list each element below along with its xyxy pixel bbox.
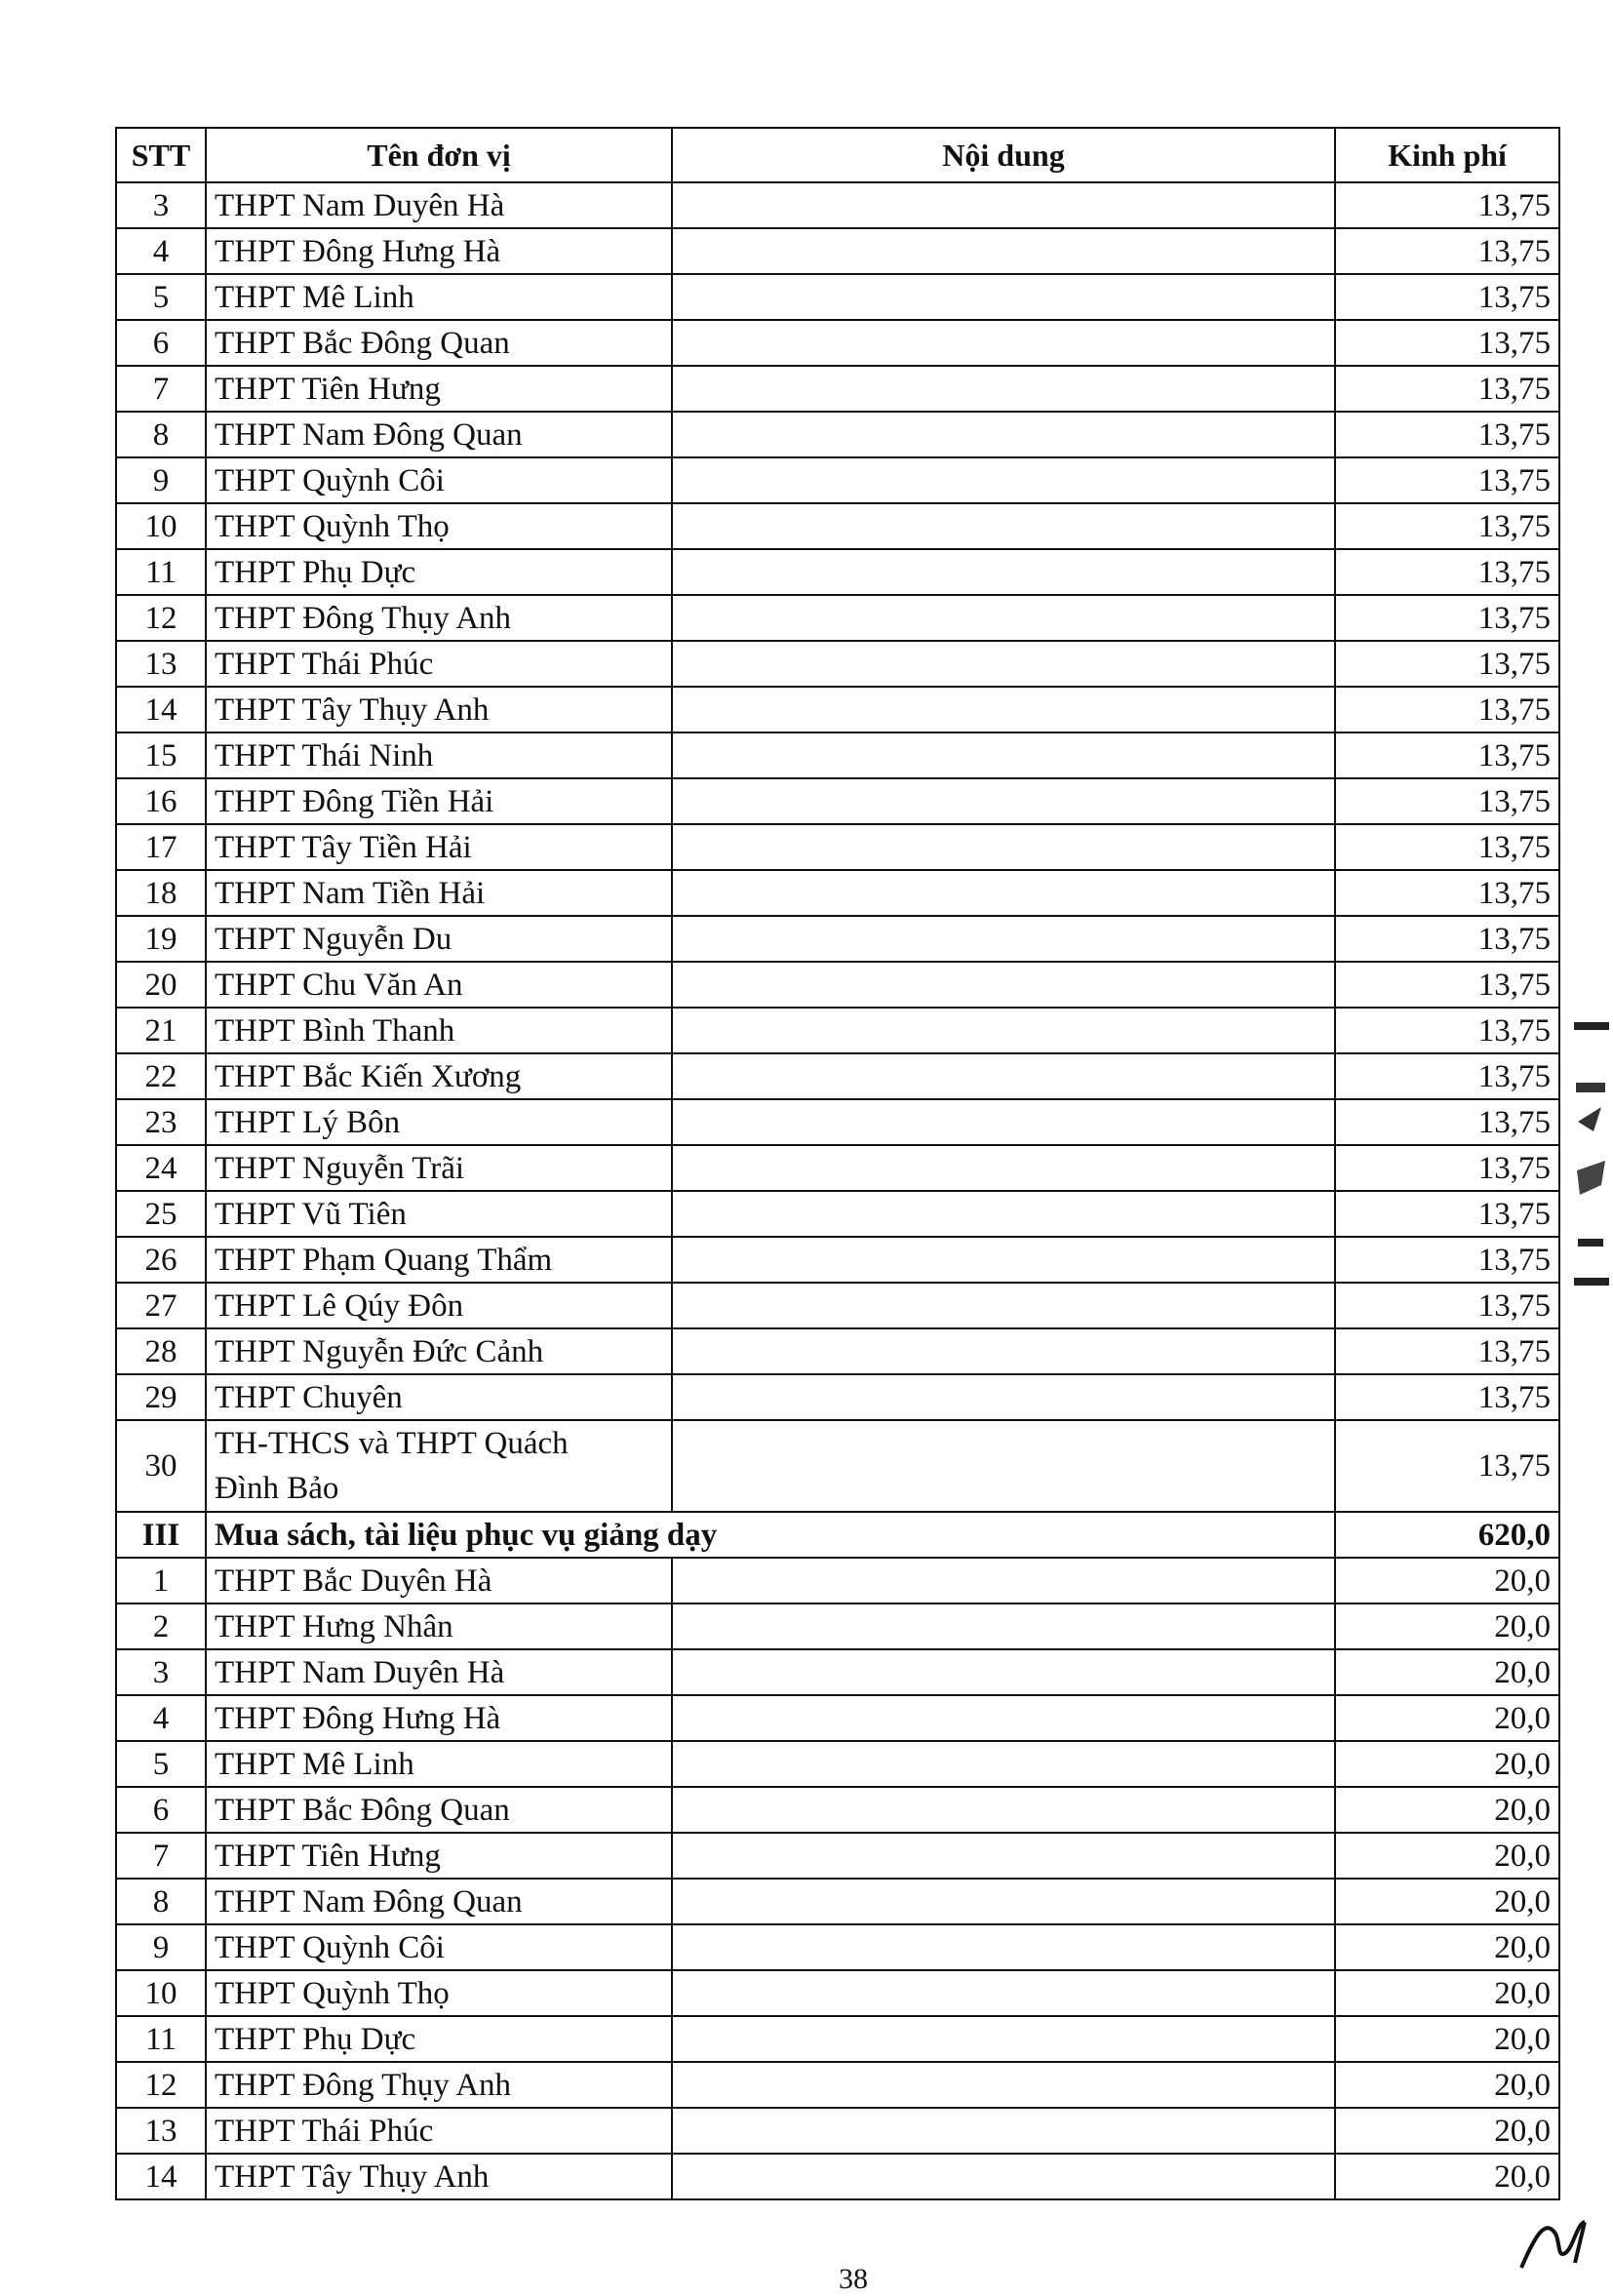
table-row [116, 412, 1559, 457]
row-content [672, 1833, 1335, 1879]
row-content [672, 1695, 1335, 1741]
row-cost: 13,75 [1335, 549, 1559, 595]
row-cost: 20,0 [1335, 2062, 1559, 2108]
header-name: Tên đơn vị [206, 128, 672, 182]
table-row [116, 641, 1559, 687]
table-row [116, 457, 1559, 503]
row-name: THPT Nguyễn Trãi [206, 1145, 672, 1191]
row-content [672, 1741, 1335, 1787]
table-row [116, 1099, 1559, 1145]
row-stt: 8 [116, 412, 206, 457]
table-row [116, 320, 1559, 366]
row-cost: 13,75 [1335, 732, 1559, 778]
row-stt: 27 [116, 1283, 206, 1328]
row-cost: 13,75 [1335, 778, 1559, 824]
stamp-fragment-icon [1572, 1014, 1611, 1297]
row-stt: 24 [116, 1145, 206, 1191]
row-name: THPT Quỳnh Thọ [206, 1970, 672, 2016]
table-row [116, 1924, 1559, 1970]
row-stt: 2 [116, 1603, 206, 1649]
row-content [672, 1420, 1335, 1512]
row-cost: 13,75 [1335, 366, 1559, 412]
row-content [672, 1008, 1335, 1053]
row-cost: 13,75 [1335, 228, 1559, 274]
row-content [672, 1787, 1335, 1833]
row-content [672, 366, 1335, 412]
table-row [116, 1787, 1559, 1833]
row-name: THPT Thái Phúc [206, 641, 672, 687]
row-name-line1: TH-THCS và THPT Quách [215, 1426, 569, 1461]
row-cost: 13,75 [1335, 962, 1559, 1008]
row-cost: 20,0 [1335, 1695, 1559, 1741]
row-cost: 20,0 [1335, 1603, 1559, 1649]
row-content [672, 457, 1335, 503]
row-name: THPT Quỳnh Côi [206, 1924, 672, 1970]
table-row [116, 2016, 1559, 2062]
row-name: THPT Phụ Dực [206, 549, 672, 595]
row-name: THPT Đông Thụy Anh [206, 2062, 672, 2108]
page-number: 38 [839, 2263, 868, 2295]
row-cost: 20,0 [1335, 1833, 1559, 1879]
row-cost: 13,75 [1335, 1191, 1559, 1237]
table-row [116, 732, 1559, 778]
row-cost: 13,75 [1335, 503, 1559, 549]
table-row [116, 2154, 1559, 2199]
row-stt: 18 [116, 870, 206, 916]
row-name: THPT Đông Tiền Hải [206, 778, 672, 824]
row-stt: 7 [116, 1833, 206, 1879]
row-stt: 11 [116, 2016, 206, 2062]
table-row [116, 687, 1559, 732]
row-cost: 20,0 [1335, 2016, 1559, 2062]
table-row [116, 1649, 1559, 1695]
table-row [116, 182, 1559, 228]
row-cost: 20,0 [1335, 1879, 1559, 1924]
row-name: THPT Bình Thanh [206, 1008, 672, 1053]
table-body-part2 [116, 1558, 1559, 2199]
row-name: THPT Tây Thụy Anh [206, 687, 672, 732]
row-cost: 20,0 [1335, 2108, 1559, 2154]
row-content [672, 1924, 1335, 1970]
row-content [672, 1649, 1335, 1695]
row-name [206, 1420, 672, 1512]
row-content [672, 549, 1335, 595]
row-content [672, 1970, 1335, 2016]
row-content [672, 595, 1335, 641]
row-content [672, 228, 1335, 274]
row-stt: 3 [116, 1649, 206, 1695]
row-stt: 21 [116, 1008, 206, 1053]
row-stt: 9 [116, 457, 206, 503]
row-content [672, 916, 1335, 962]
row-stt: 11 [116, 549, 206, 595]
row-cost: 13,75 [1335, 824, 1559, 870]
header-cost: Kinh phí [1335, 128, 1559, 182]
row-stt: 9 [116, 1924, 206, 1970]
row-content [672, 503, 1335, 549]
row-stt: 5 [116, 1741, 206, 1787]
row-cost: 13,75 [1335, 320, 1559, 366]
row-content [672, 320, 1335, 366]
row-stt: 6 [116, 320, 206, 366]
row-stt: 13 [116, 2108, 206, 2154]
row-stt: 14 [116, 687, 206, 732]
table-body-part1 [116, 182, 1559, 1420]
row-name: THPT Chuyên [206, 1374, 672, 1420]
row-stt: 29 [116, 1374, 206, 1420]
row-cost: 20,0 [1335, 1649, 1559, 1695]
row-content [672, 2062, 1335, 2108]
row-cost: 13,75 [1335, 1053, 1559, 1099]
row-content [672, 2108, 1335, 2154]
table-row [116, 1970, 1559, 2016]
table-body-mid [116, 1420, 1559, 1558]
row-name: THPT Quỳnh Côi [206, 457, 672, 503]
table-row [116, 503, 1559, 549]
row-stt: 22 [116, 1053, 206, 1099]
row-cost: 13,75 [1335, 916, 1559, 962]
row-content [672, 1374, 1335, 1420]
row-stt: 7 [116, 366, 206, 412]
row-stt: 16 [116, 778, 206, 824]
row-content [672, 1283, 1335, 1328]
row-name: THPT Bắc Đông Quan [206, 1787, 672, 1833]
row-cost: 13,75 [1335, 595, 1559, 641]
row-cost: 13,75 [1335, 1099, 1559, 1145]
row-stt: 6 [116, 1787, 206, 1833]
row-content [672, 1145, 1335, 1191]
row-cost: 20,0 [1335, 2154, 1559, 2199]
row-name: THPT Thái Phúc [206, 2108, 672, 2154]
table-row [116, 1833, 1559, 1879]
section-cost: 620,0 [1335, 1512, 1559, 1558]
row-name: THPT Vũ Tiên [206, 1191, 672, 1237]
row-stt: 12 [116, 595, 206, 641]
row-content [672, 412, 1335, 457]
table-row [116, 549, 1559, 595]
row-stt: 1 [116, 1558, 206, 1603]
row-cost: 20,0 [1335, 1558, 1559, 1603]
row-content [672, 1237, 1335, 1283]
row-content [672, 1879, 1335, 1924]
table-row [116, 595, 1559, 641]
row-cost: 13,75 [1335, 870, 1559, 916]
row-name: THPT Lê Qúy Đôn [206, 1283, 672, 1328]
header-stt: STT [116, 128, 206, 182]
row-name: THPT Bắc Kiến Xương [206, 1053, 672, 1099]
row-cost: 13,75 [1335, 457, 1559, 503]
row-stt: 13 [116, 641, 206, 687]
row-name: THPT Đông Hưng Hà [206, 228, 672, 274]
row-stt: 20 [116, 962, 206, 1008]
table-header-row [116, 128, 1559, 182]
row-cost: 13,75 [1335, 1145, 1559, 1191]
table-row [116, 1191, 1559, 1237]
row-stt: 15 [116, 732, 206, 778]
row-cost: 13,75 [1335, 412, 1559, 457]
row-name: THPT Hưng Nhân [206, 1603, 672, 1649]
row-name: THPT Mê Linh [206, 1741, 672, 1787]
row-name: THPT Đông Thụy Anh [206, 595, 672, 641]
row-content [672, 870, 1335, 916]
table-row [116, 228, 1559, 274]
row-content [672, 687, 1335, 732]
row-cost: 13,75 [1335, 1237, 1559, 1283]
row-name: THPT Đông Hưng Hà [206, 1695, 672, 1741]
row-name: THPT Tây Thụy Anh [206, 2154, 672, 2199]
table-row [116, 962, 1559, 1008]
row-content [672, 1558, 1335, 1603]
row-cost: 13,75 [1335, 182, 1559, 228]
table-row [116, 778, 1559, 824]
row-content [672, 2154, 1335, 2199]
row-name: THPT Nguyễn Đức Cảnh [206, 1328, 672, 1374]
row-stt: 14 [116, 2154, 206, 2199]
row-stt: 8 [116, 1879, 206, 1924]
row-content [672, 962, 1335, 1008]
section-title: Mua sách, tài liệu phục vụ giảng dạy [206, 1512, 1335, 1558]
row-name: THPT Tây Tiền Hải [206, 824, 672, 870]
table-row [116, 824, 1559, 870]
row-cost: 20,0 [1335, 1924, 1559, 1970]
row-cost: 20,0 [1335, 1970, 1559, 2016]
row-stt: 28 [116, 1328, 206, 1374]
row-name: THPT Mê Linh [206, 274, 672, 320]
row-name-line2: Đình Bảo [215, 1471, 339, 1506]
table-row [116, 1695, 1559, 1741]
row-content [672, 274, 1335, 320]
row-cost: 13,75 [1335, 1008, 1559, 1053]
row-content [672, 182, 1335, 228]
row-stt: 3 [116, 182, 206, 228]
signature-icon [1516, 2214, 1609, 2273]
section-stt: III [116, 1512, 206, 1558]
table-row [116, 366, 1559, 412]
table-row [116, 870, 1559, 916]
row-name: THPT Chu Văn An [206, 962, 672, 1008]
row-cost: 20,0 [1335, 1787, 1559, 1833]
table-row [116, 916, 1559, 962]
row-content [672, 1328, 1335, 1374]
row-cost: 13,75 [1335, 641, 1559, 687]
table-row [116, 1008, 1559, 1053]
row-content [672, 824, 1335, 870]
row-cost: 13,75 [1335, 1328, 1559, 1374]
row-stt: 5 [116, 274, 206, 320]
row-name: THPT Nguyễn Du [206, 916, 672, 962]
row-content [672, 778, 1335, 824]
row-name: THPT Phụ Dực [206, 2016, 672, 2062]
row-cost: 13,75 [1335, 1374, 1559, 1420]
row-cost: 13,75 [1335, 1283, 1559, 1328]
table-row [116, 1237, 1559, 1283]
row-content [672, 1603, 1335, 1649]
row-name: THPT Nam Đông Quan [206, 412, 672, 457]
row-name: THPT Tiên Hưng [206, 1833, 672, 1879]
table-row [116, 1558, 1559, 1603]
row-name: THPT Quỳnh Thọ [206, 503, 672, 549]
row-content [672, 732, 1335, 778]
row-content [672, 1099, 1335, 1145]
row-stt: 10 [116, 1970, 206, 2016]
row-stt: 19 [116, 916, 206, 962]
row-name: THPT Nam Tiền Hải [206, 870, 672, 916]
row-name: THPT Tiên Hưng [206, 366, 672, 412]
row-cost: 13,75 [1335, 687, 1559, 732]
row-stt: 12 [116, 2062, 206, 2108]
header-content: Nội dung [672, 128, 1335, 182]
table-row [116, 2108, 1559, 2154]
row-stt: 4 [116, 228, 206, 274]
row-name: THPT Thái Ninh [206, 732, 672, 778]
row-stt: 26 [116, 1237, 206, 1283]
row-name: THPT Nam Duyên Hà [206, 1649, 672, 1695]
row-stt: 23 [116, 1099, 206, 1145]
row-name: THPT Nam Duyên Hà [206, 182, 672, 228]
row-content [672, 1053, 1335, 1099]
row-name: THPT Nam Đông Quan [206, 1879, 672, 1924]
row-name: THPT Phạm Quang Thẩm [206, 1237, 672, 1283]
table-row [116, 1420, 1559, 1512]
table-row [116, 1283, 1559, 1328]
section-row [116, 1512, 1559, 1558]
row-content [672, 1191, 1335, 1237]
row-name: THPT Bắc Duyên Hà [206, 1558, 672, 1603]
row-cost: 13,75 [1335, 274, 1559, 320]
table-row [116, 1741, 1559, 1787]
table-row [116, 1603, 1559, 1649]
table-row [116, 2062, 1559, 2108]
table-row [116, 1145, 1559, 1191]
table-row [116, 1328, 1559, 1374]
table-row [116, 274, 1559, 320]
row-stt: 30 [116, 1420, 206, 1512]
row-name: THPT Bắc Đông Quan [206, 320, 672, 366]
row-content [672, 641, 1335, 687]
table-row [116, 1053, 1559, 1099]
row-cost: 20,0 [1335, 1741, 1559, 1787]
budget-table [115, 127, 1560, 2200]
row-stt: 17 [116, 824, 206, 870]
table-row [116, 1879, 1559, 1924]
row-stt: 10 [116, 503, 206, 549]
row-stt: 4 [116, 1695, 206, 1741]
table-row [116, 1374, 1559, 1420]
row-stt: 25 [116, 1191, 206, 1237]
row-content [672, 2016, 1335, 2062]
row-name: THPT Lý Bôn [206, 1099, 672, 1145]
row-cost: 13,75 [1335, 1420, 1559, 1512]
